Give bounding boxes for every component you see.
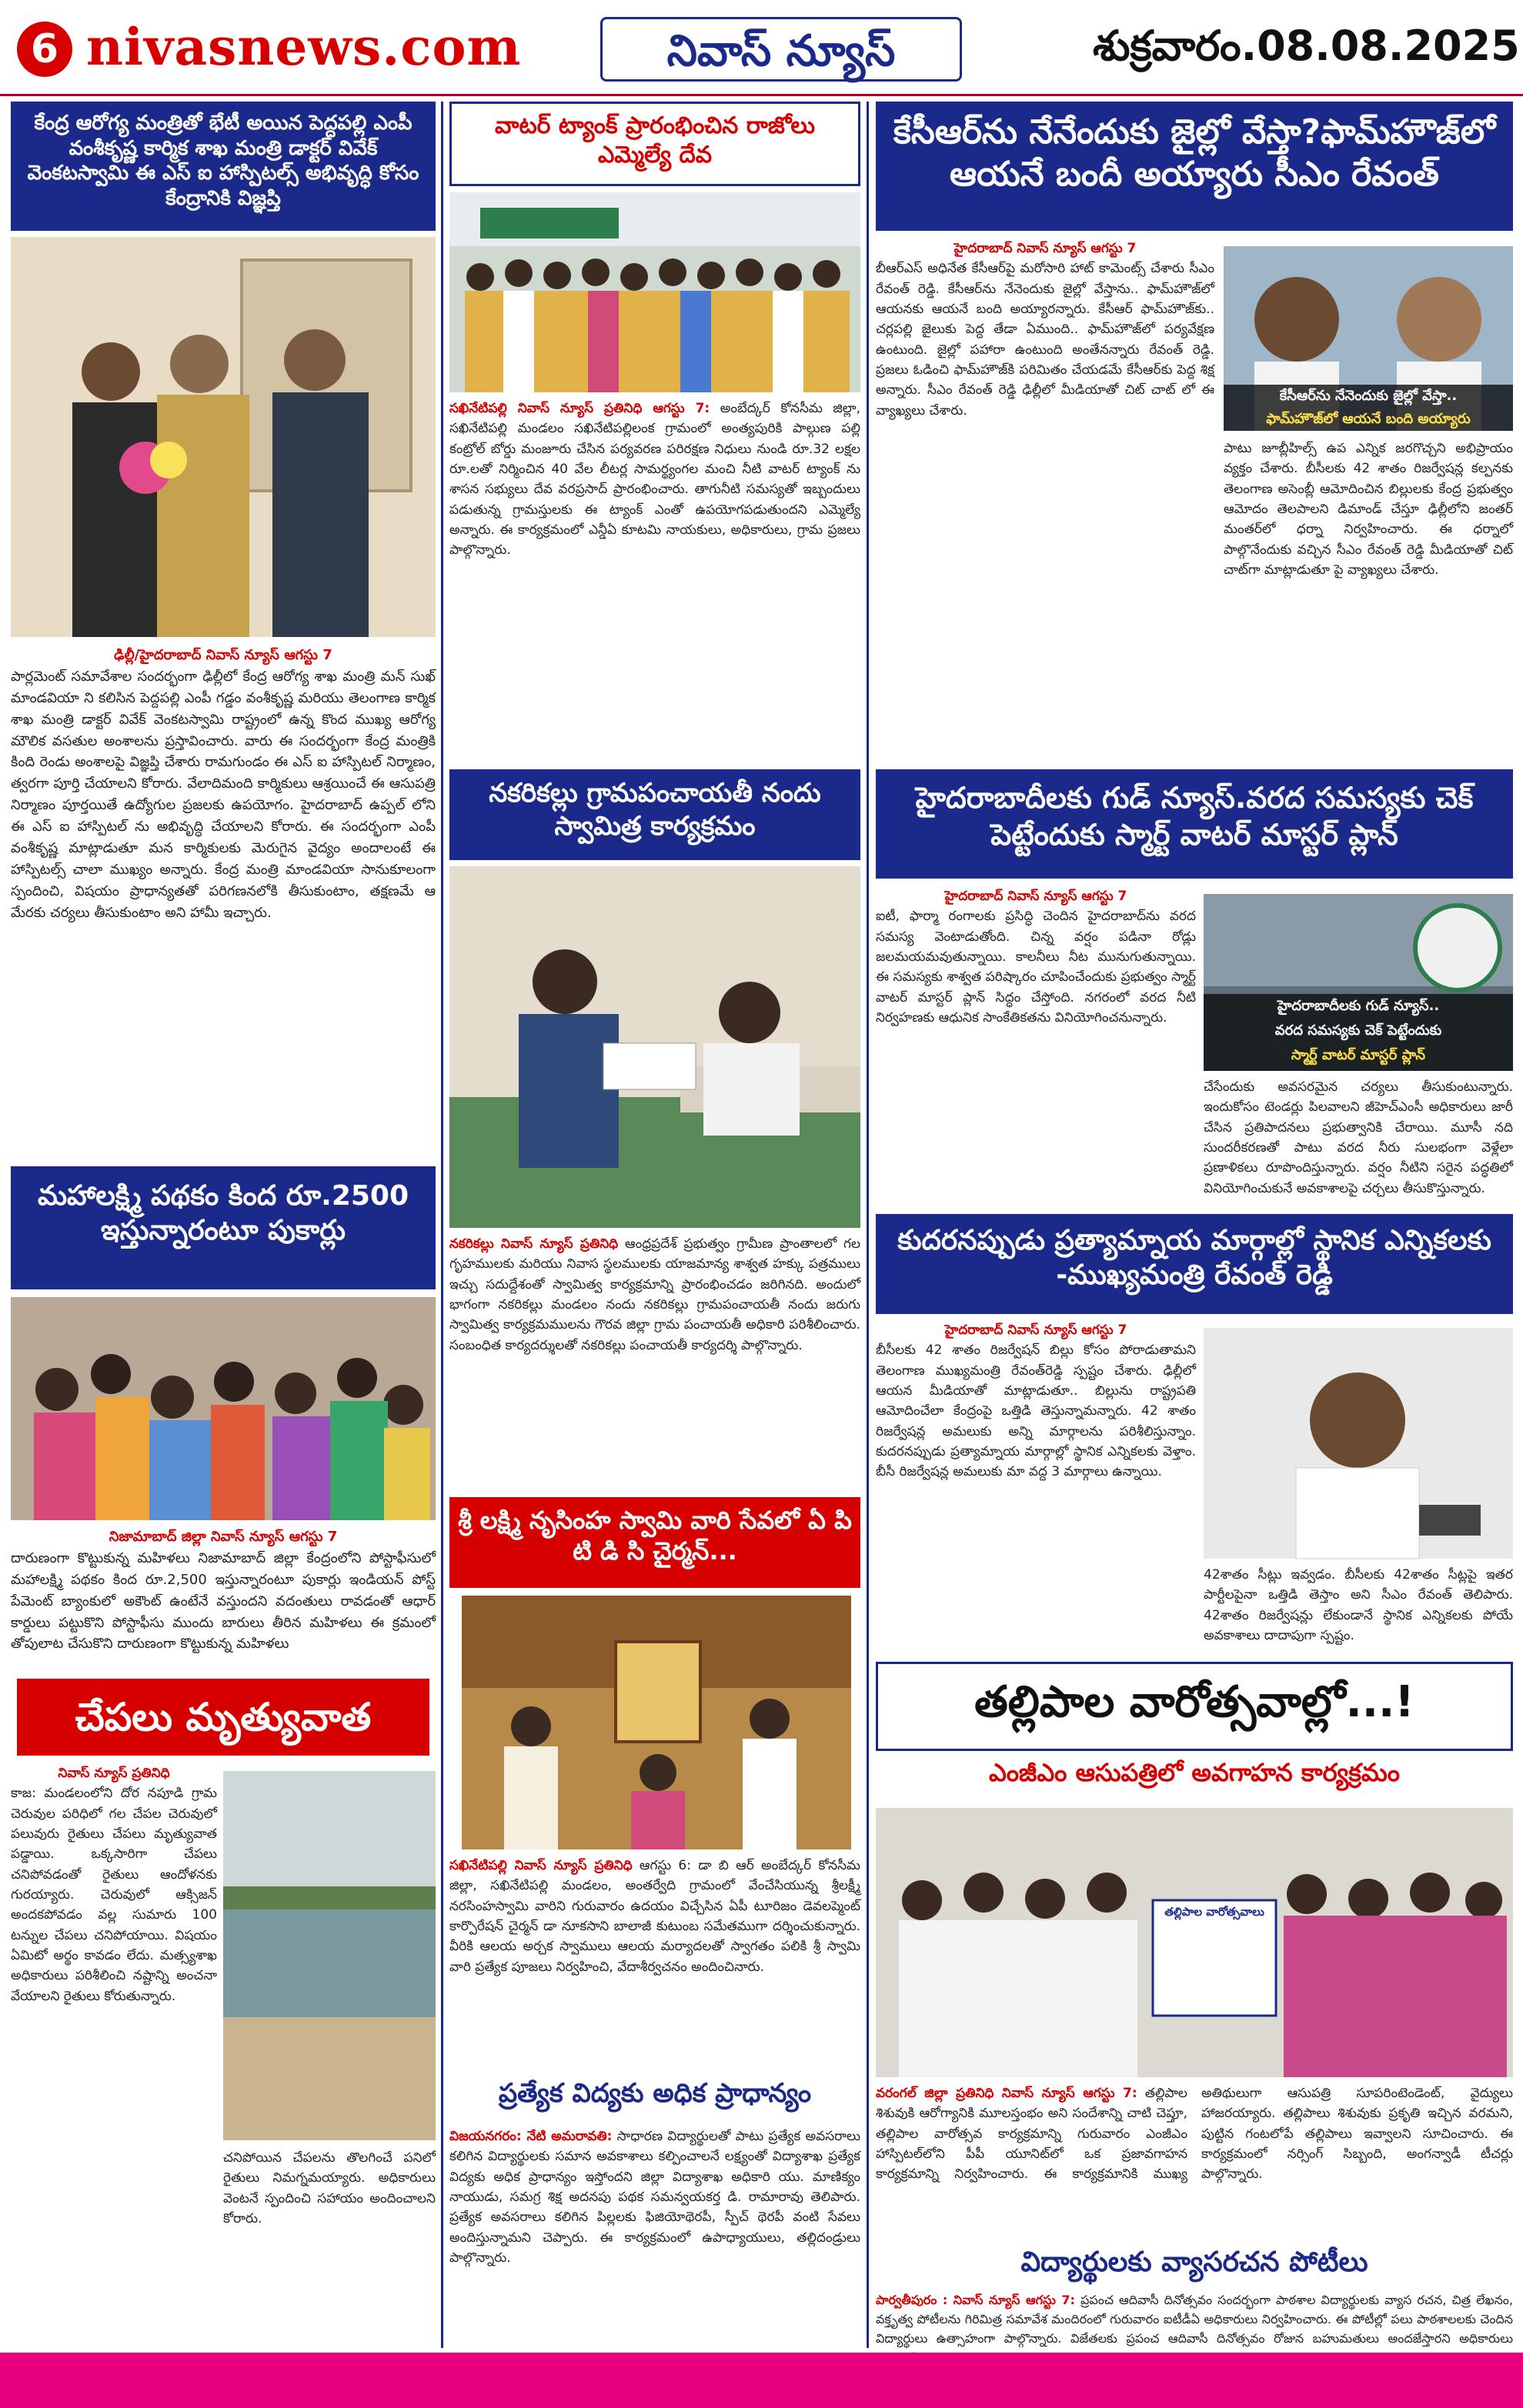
dateline: హైదరాబాద్ నివాస్ న్యూస్ ఆగస్టు 7 — [944, 1322, 1127, 1338]
dateline: పార్వతీపురం : నివాస్ న్యూస్ ఆగస్టు 7: — [876, 2293, 1075, 2307]
story-kcr-jail-2: పాటు జూబ్లీహిల్స్ ఉప ఎన్నిక జరగొచ్చని అభిప్రాయం వ్యక్తం చేశారు. బీసీలకు 42 శాతం రిజర్వేషన్ల కల్పనకు తెలంగాణ అసెంబ్లీ ఆమోదించిన బిల్లులకు కేంద్ర ప్రభుత్వం ఆమోదం తెలపాలని డిమాండ్ చేస్తూ ఢిల్లీలోని జంతర్ మంతర్‌లో ధర్నా నిర్వహించారు. ఈ ధర్నాలో పాల్గొనేందుకు వచ్చిన సీఎం రేవంత్ రెడ్డి మీడియాతో చిట్ చాట్‌గా మాట్లాడుతూ పై వ్యాఖ్యలు చేశారు. — [1224, 441, 1513, 579]
story-text: ప్రపంచ ఆదివాసీ దినోత్సవం సందర్భంగా పాఠశాల విద్యార్థులకు వ్యాస రచన, చిత్ర లేఖనం, వక్తృత్వ పోటీలను గిరిమిత్ర సమావేశ మందిరంలో గురువారం ఐటీడీఏ అధికారులు నిర్వహించారు. ఈ పోటీల్లో పలు పాఠశాలలకు చెందిన విద్యార్థులు ఉత్సాహంగా పాల్గొన్నారు. విజేతలకు ప్రపంచ ఆదివాసీ దినోత్సవం రోజున బహుమతులు అందజేస్తారని అధికారులు — [876, 2293, 1513, 2346]
story-swamitva — [449, 1234, 860, 1488]
group-photo-illustration — [876, 1808, 1513, 2077]
banner-caption: తల్లిపాల వారోత్సవాలు — [1164, 1905, 1264, 1919]
story-text: ఆగస్టు 6: డా బి ఆర్ అంబేద్కర్ కోనసీమ జిల్లా, సఖినేటిపల్లి మండలం, అంతర్వేది గ్రామంలో వేంచేసియున్న శ్రీలక్ష్మీ నరసింహస్వామి వారిని గురువారం ఉదయం విచ్చేసిన ఏపీ టూరిజం డెవలప్మెంట్ కార్పొరేషన్ చైర్మన్ డా నూకసాని బాలాజీ కుటుంబ సమేతముగా దర్శించుకున్నారు. వీరికి ఆలయ అర్చక స్వాములు ఆలయ మర్యాదలతో స్వాగతం పలికి శ్రీ స్వామి వారి ప్రత్యేక పూజలు నిర్వహించి, వేదాశీర్వచనం అందించినారు. — [449, 1858, 860, 1975]
headline-essay-competition: విద్యార్థులకు వ్యాసరచన పోటీలు — [876, 2245, 1513, 2288]
photo-water-tank-opening — [449, 192, 860, 392]
dateline: నివాస్ న్యూస్ ప్రతినిధి — [58, 1766, 170, 1781]
story-local-elections — [876, 1320, 1196, 1653]
headline-kcr-jail: కేసీఆర్‌ను నేనేందుకు జైల్లో వేస్తా?ఫామ్‌హౌజ్‌లో ఆయనే బందీ అయ్యారు సీఎం రేవంత్ — [876, 102, 1513, 231]
dateline: హైదరాబాద్ నివాస్ న్యూస్ ఆగస్టు 7 — [954, 241, 1137, 256]
story-text: ఐటీ, ఫార్మా రంగాలకు ప్రసిద్ధి చెందిన హైదరాబాద్‌ను వరద సమస్య వెంటాడుతోంది. చిన్న వర్షం పడినా రోడ్లు జలమయమవుతున్నాయి. కాలనీలు నీట మునుగుతున్నాయి. ఈ సమస్యకు శాశ్వత పరిష్కారం చూపించేందుకు ప్రభుత్వం స్మార్ట్ వాటర్ మాస్టర్ ప్లాన్ సిద్ధం చేస్తోంది. నగరంలో వరద నీటి నిర్వహణకు ఆధునిక సాంకేతికతను వినియోగించనున్నారు. — [876, 909, 1196, 1026]
story-local-elections-2: 42శాతం సీట్లు ఇవ్వడం. బీసీలకు 42శాతం సీట్లపై ఇతర పార్టీలపైనా ఒత్తిడి తెస్తాం అని సీఎం రేవంత్ తెలిపారు. 42శాతం రిజర్వేషన్లు లేకుండానే స్థానిక ఎన్నికలకు పోయే అవకాశాలు దాదాపుగా స్పష్టం. — [1204, 1567, 1513, 1644]
photo-caption — [1224, 385, 1513, 431]
story-health-minister — [11, 645, 436, 1159]
column-divider — [867, 102, 869, 2348]
photo-flooded-road — [1204, 894, 1513, 1071]
story-fish-deaths-2: చనిపోయిన చేపలను తొలగించే పనిలో రైతులు నిమగ్నమయ్యారు. అధికారులు వెంటనే స్పందించి సహాయం అందించాలని కోరారు. — [223, 2150, 436, 2227]
caption-line: ఫామ్‌హౌజ్‌లో ఆయనే బంది అయ్యారు — [1266, 411, 1471, 427]
photo-mgm-awareness — [876, 1808, 1513, 2077]
story-special-education — [449, 2126, 860, 2346]
story-text: సాధారణ విద్యార్థులతో పాటు ప్రత్యేక అవసరాలు కలిగిన విద్యార్థులకు సమాన అవకాశాలు కల్పించాలనే లక్ష్యంతో విద్యాశాఖ ప్రత్యేక విద్యకు అధిక ప్రాధాన్యం ఇస్తోందని జిల్లా విద్యాశాఖ అధికారి యు. మాణిక్యం నాయుడు, సమగ్ర శిక్ష అదనపు పథక సమన్వయకర్త డి. రామారావు తెలిపారు. ప్రత్యేక అవసరాలు కలిగిన పిల్లలకు ఫిజియోథెరపీ, స్పీచ్ థెరపీ వంటి సేవలు అందిస్తున్నామని చెప్పారు. ఈ కార్యక్రమంలో ఉపాధ్యాయులు, తల్లిదండ్రులు పాల్గొన్నారు. — [449, 2129, 860, 2266]
dateline: ఢిల్లీ/హైదరాబాద్ నివాస్ న్యూస్ ఆగస్టు 7 — [114, 647, 332, 663]
column-divider — [441, 102, 443, 2348]
photo-revanth-reddy — [1204, 1328, 1513, 1559]
story-text: బీసీలకు 42 శాతం రిజర్వేషన్ బిల్లు కోసం పోరాడుతామని తెలంగాణ ముఖ్యమంత్రి రేవంత్‌రెడ్డి స్పష్టం చేశారు. ఢిల్లీలో ఆయన మీడియాతో మాట్లాడుతూ.. బిల్లును రాష్ట్రపతి ఆమోదించేలా కేంద్రంపై ఒత్తిడి తెస్తున్నామన్నారు. 42 శాతం రిజర్వేషన్ల అమలుకు అన్ని మార్గాలను పరిశీలిస్తున్నాం. కుదరనప్పుడు ప్రత్యామ్నాయ మార్గాల్లో స్థానిక ఎన్నికలకు వెళ్తాం. బీసీ రిజర్వేషన్ల అమలుకు మా వద్ద 3 మార్గాలు ఉన్నాయి. — [876, 1342, 1196, 1480]
photo-women-crowd — [11, 1297, 436, 1520]
story-smart-water — [876, 886, 1196, 1206]
photo-caption — [1204, 994, 1513, 1071]
photo-temple-visit — [462, 1596, 851, 1849]
story-kcr-jail — [876, 238, 1214, 762]
temple-illustration — [462, 1596, 851, 1849]
headline-special-education: ప్రత్యేక విద్యకు అధిక ప్రాధాన్యం — [449, 2069, 860, 2120]
caption-line: కేసీఆర్‌ను నేనెందుకు జైల్లో వేస్తా.. — [1279, 388, 1458, 404]
subhead-mgm-hospital: ఎంజీఎం ఆసుపత్రిలో అవగాహన కార్యక్రమం — [876, 1757, 1513, 1800]
story-smart-water-2: చేసేందుకు అవసరమైన చర్యలు తీసుకుంటున్నారు. ఇందుకోసం టెండర్లు పిలవాలని జీహెచ్ఎంసీ అధికారులు జారీ చేసిన ప్రతిపాదనలు ప్రభుత్వానికి చేరాయి. మూసీ నది సుందరీకరణతో పాటు వరద నీరు సులభంగా వెళ్లేలా ప్రణాళికలు రూపొందిస్తున్నారు. వర్షం నీటిని సరైన పద్ధతిలో వినియోగించుకునే అవకాశాలపై చర్చలు తీసుకొస్తున్నారు. — [1204, 1079, 1513, 1196]
story-fish-deaths — [11, 1763, 217, 2345]
people-illustration — [11, 237, 436, 637]
headline-breastfeeding-week: తల్లిపాల వారోత్సవాల్లో...! — [876, 1662, 1513, 1751]
story-text: కాజ: మండలంలోని దోర నపూడి గ్రామ చెరువుల పరిధిలో గల చేపల చెరువులో పలువురు రైతులు చేపలు మృత్యువాత పడ్డాయి. ఒక్కసారిగా చేపలు చనిపోవడంతో రైతులు ఆందోళనకు గురయ్యారు. చెరువులో ఆక్సిజన్ అందకపోవడం వల్ల సుమారు 100 టన్నుల చేపలు చనిపోయాయి. విషయం ఏమిటో అర్థం కావడం లేదు. మత్స్యశాఖ అధికారులు పరిశీలించి నష్టాన్ని అంచనా వేయాలని రైతులు కోరుతున్నారు. — [11, 1786, 217, 2004]
story-temple-visit — [449, 1856, 860, 2063]
page-number: 6 — [17, 22, 72, 77]
story-text: ఆంధ్రప్రదేశ్ ప్రభుత్వం గ్రామీణ ప్రాంతాలలో గల గృహములకు మరియు నివాస స్థలములకు యాజమాన్య శాశ్వత హక్కు పత్రములు ఇచ్చు సదుద్దేశంతో స్వామిత్వ కార్యక్రమాన్ని ప్రారంభించడం జరిగినది. అందులో భాగంగా నకరికల్లు మండలం నందు నకరికల్లు గ్రామపంచాయతీ నందు జరుగు స్వామిత్వ కార్యక్రమములను గౌరవ జిల్లా గ్రామ పంచాయతీ అధికారి పరిశీలించారు. సంబంధిత కార్యదర్శులతో నకరికల్లు పంచాయతీ కార్యదర్శి పాల్గొన్నారు. — [449, 1236, 861, 1353]
issue-date: శుక్రవారం.08.08.2025 — [1093, 22, 1520, 70]
headline-smart-water: హైదరాబాదీలకు గుడ్ న్యూస్.వరద సమస్యకు చెక్ పెట్టేందుకు స్మార్ట్ వాటర్ మాస్టర్ ప్లాన్ — [876, 769, 1513, 879]
story-text: తల్లిపాల శిశువుకి ఆరోగ్యానికి మూలస్తంభం అని సందేశాన్ని చాటి చెప్తూ, తల్లిపాల వారోత్సవ కార్యక్రమాన్ని గురువారం ఎంజీఎం హాస్పిటల్‌లోని పీపీ యూనిట్‌లో ఒక ప్రజావగాహన కార్యక్రమాన్ని నిర్వహించారు. ఈ కార్యక్రమానికి ముఖ్య అతిథులుగా ఆసుపత్రి సూపరింటెండెంట్, వైద్యులు హాజరయ్యారు. తల్లిపాలు శిశువుకు ప్రకృతి ఇచ్చిన వరమని, పుట్టిన గంటలోపే తల్లిపాలు ఇవ్వాలని సూచించారు. ఈ కార్యక్రమంలో నర్సింగ్ సిబ్బంది, అంగన్వాడీ టీచర్లు పాల్గొన్నారు. — [876, 2086, 1513, 2183]
dateline: విజయనగరం: నేటి అమరావతి: — [449, 2129, 613, 2144]
story-mahalakshmi — [11, 1526, 436, 1668]
office-illustration — [449, 866, 860, 1228]
story-water-tank — [449, 399, 860, 759]
headline-water-tank: వాటర్ ట్యాంక్ ప్రారంభించిన రాజోలు ఎమ్మెల్యే దేవ — [449, 102, 860, 186]
dateline: నిజామాబాద్ జిల్లా నివాస్ న్యూస్ ఆగస్టు 7 — [109, 1529, 338, 1545]
story-text: బీఆర్ఎస్ అధినేత కేసీఆర్‌పై మరోసారి హాట్ కామెంట్స్ చేశారు సీఎం రేవంత్ రెడ్డి. కేసీఆర్‌ను నేనెందుకు జైల్లో వేస్తాను.. ఫామ్‌హౌజ్‌లో ఆయనకు ఆయనే బంది అయ్యారన్నారు. కేసీఆర్ ఫామ్‌హౌజ్‌కు.. చర్లపల్లి జైలుకు పెద్ద తేడా ఏముంది.. ఫామ్‌హౌజ్‌లో పర్యవేక్షణ ఉంటుంది. జైల్లో పహారా ఉంటుంది అంతేనన్నారు రేవంత్ రెడ్డి. ప్రజలు ఓడించి ఫామ్‌హౌజ్‌కి పరిమితం చేయడమే కేసీఆర్‌కు పెద్ద శిక్ష అన్నారు. సీఎం రేవంత్ రెడ్డి ఢిల్లీలో మీడియాతో చిట్ చాట్ లో ఈ వ్యాఖ్యలు చేశారు. — [876, 261, 1214, 419]
caption-line: వరద సమస్యకు చెక్ పెట్టేందుకు — [1274, 1022, 1442, 1039]
photo-revanth-kcr — [1224, 246, 1513, 431]
caption-line: స్మార్ట్ వాటర్ మాస్టర్ ప్లాన్ — [1291, 1047, 1426, 1063]
photo-swamitva-office — [449, 866, 860, 1228]
portrait-illustration — [1204, 1328, 1513, 1559]
headline-fish-deaths: చేపలు మృత్యువాత — [17, 1679, 429, 1756]
site-name[interactable]: nivasnews.com — [86, 17, 522, 77]
dateline: వరంగల్ జిల్లా ప్రతినిధి నివాస్ న్యూస్ ఆగస్టు 7: — [876, 2086, 1137, 2101]
dateline: నకరికల్లు నివాస్ న్యూస్ ప్రతినిధి — [449, 1236, 619, 1252]
story-breastfeeding-week — [876, 2083, 1513, 2240]
story-text: దారుణంగా కొట్టుకున్న మహిళలు నిజామాబాద్ జిల్లా కేంద్రంలోని పోస్టాఫీసులో మహాలక్ష్మి పథకం కింద రూ.2,500 ఇస్తున్నారంటూ పుకార్లు ఇండియన్ పోస్ట్ పేమెంట్ బ్యాంకులో అకౌంట్ ఉంటేనే వస్తుందని వదంతులు రావడంతో ఆధార్ కార్డులు పట్టుకొని పోస్టాఫీసు ముందు బారులు తీరిన మహిళలు ఈ క్రమంలో తోపులాట చేసుకొని దారుణంగా కొట్టుకున్న మహిళలు — [11, 1549, 436, 1653]
headline-swamitva: నకరికల్లు గ్రామపంచాయతీ నందు స్వామిత్ర కార్యక్రమం — [449, 769, 860, 860]
photo-dead-fish-pond — [223, 1771, 436, 2140]
brand-logo: నివాస్ న్యూస్ — [600, 17, 962, 82]
group-photo-illustration — [449, 192, 860, 392]
pond-illustration — [223, 1771, 436, 2140]
story-text: పార్లమెంట్ సమావేశాల సందర్భంగా ఢిల్లీలో కేంద్ర ఆరోగ్య శాఖ మంత్రి మన్ సుఖ్ మాండవియా ని కలిసిన పెద్దపల్లి ఎంపీ గడ్డం వంశీకృష్ణ మరియు తెలంగాణ కార్మిక శాఖ మంత్రి డాక్టర్ వివేక్ వెంకటస్వామి రాష్ట్రంలో ఉన్న కొంద ముఖ్య ఆరోగ్య మౌలిక వసతుల అంశాలను ప్రస్తావించారు. వారు ఈ సందర్భంగా కేంద్ర మంత్రికి కింది రెండు అంశాలపై విజ్ఞప్తి చేశారు రామగుండం ఈ ఎస్ ఐ హాస్పిటల్ నిర్మాణం, త్వరగా పూర్తి చేయాలని కోరారు. వేలాదిమంది కార్మికులు ఆశ్రయించే ఈ ఆసుపత్రి నిర్మాణం పూర్తయితే ఉద్యోగుల ప్రజలకు ఉపయోగం. హైదరాబాద్ ఉప్పల్ లోని ఈ ఎస్ ఐ హాస్పిటల్ ను అభివృద్ధి చేయాలని కోరారు. ఈ సందర్భంగా ఎంపీ వంశీకృష్ణ మాట్లాడుతూ మన కార్మికులకు మెరుగైన వైద్యం అందాలంటే ఈ హాస్పిటల్స్ చాలా ముఖ్యం అన్నారు. కేంద్ర మంత్రి మాండవియా సానుకూలంగా స్పందించి, విషయం ప్రాధాన్యతతో పరిగణనలోకి తీసుకుంటాం, తక్షణమే ఆ మేరకు చర్యలు తీసుకుంటాం అని హామీ ఇచ్చారు. — [11, 668, 436, 921]
footer-bar — [0, 2353, 1523, 2408]
headline-local-elections: కుదరనప్పుడు ప్రత్యామ్నాయ మార్గాల్లో స్థానిక ఎన్నికలకు -ముఖ్యమంత్రి రేవంత్ రెడ్డి — [876, 1214, 1513, 1314]
headline-temple-visit: శ్రీ లక్ష్మి నృసింహ స్వామి వారి సేవలో ఏ పి టి డి సి చైర్మన్... — [449, 1497, 860, 1588]
story-text: అంబేద్కర్ కోనసీమ జిల్లా, సఖినేటిపల్లి మండలం సఖినేటిపల్లిలంక గ్రామంలో అంత్యపురికి పాల్గుణ పల్లి కంట్రోల్ బోర్డు మంజూరు చేసిన పర్యవరణ పరిరక్షణ నిధులు నుండి రూ.32 లక్షల రూ.లతో నిర్మించిన 40 వేల లీటర్ల సామర్థ్యంగల మంచి నీటి వాటర్ ట్యాంక్ ను శాసన సభ్యులు దేవ వరప్రసాద్ ప్రారంభించారు. తాగునీటి సమస్యతో ఇబ్బందులు పడుతున్న గ్రామస్తులకు ఈ ట్యాంక్ ఎంతో ఉపయోగపడుతుందని ఎమ్మెల్యే అన్నారు. ఈ కార్యక్రమంలో ఎన్డీఏ కూటమి నాయకులు, అధికారులు, గ్రామ ప్రజలు పాల్గొన్నారు. — [449, 401, 860, 559]
dateline: హైదరాబాద్ నివాస్ న్యూస్ ఆగస్టు 7 — [944, 889, 1127, 904]
dateline: సఖినేటిపల్లి నివాస్ న్యూస్ ప్రతినిధి ఆగస్టు 7: — [449, 401, 710, 416]
caption-line: హైదరాబాదీలకు గుడ్ న్యూస్.. — [1277, 998, 1440, 1014]
headline-mahalakshmi: మహాలక్ష్మి పథకం కింద రూ.2500 ఇస్తున్నారంటూ పుకార్లు — [11, 1166, 436, 1289]
dateline: సఖినేటిపల్లి నివాస్ న్యూస్ ప్రతినిధి — [449, 1858, 633, 1873]
headline-health-minister: కేంద్ర ఆరోగ్య మంత్రితో భేటీ అయిన పెద్దపల్లి ఎంపీ వంశీకృష్ణ కార్మిక శాఖ మంత్రి డాక్టర్ వివేక్ వెంకటస్వామి ఈ ఎస్ ఐ హాస్పిటల్స్ అభివృద్ధి కోసం కేంద్రానికి విజ్ఞప్తి — [11, 102, 436, 231]
photo-ministers-meeting — [11, 237, 436, 637]
story-essay-competition — [876, 2291, 1513, 2350]
crowd-illustration — [11, 1297, 436, 1520]
